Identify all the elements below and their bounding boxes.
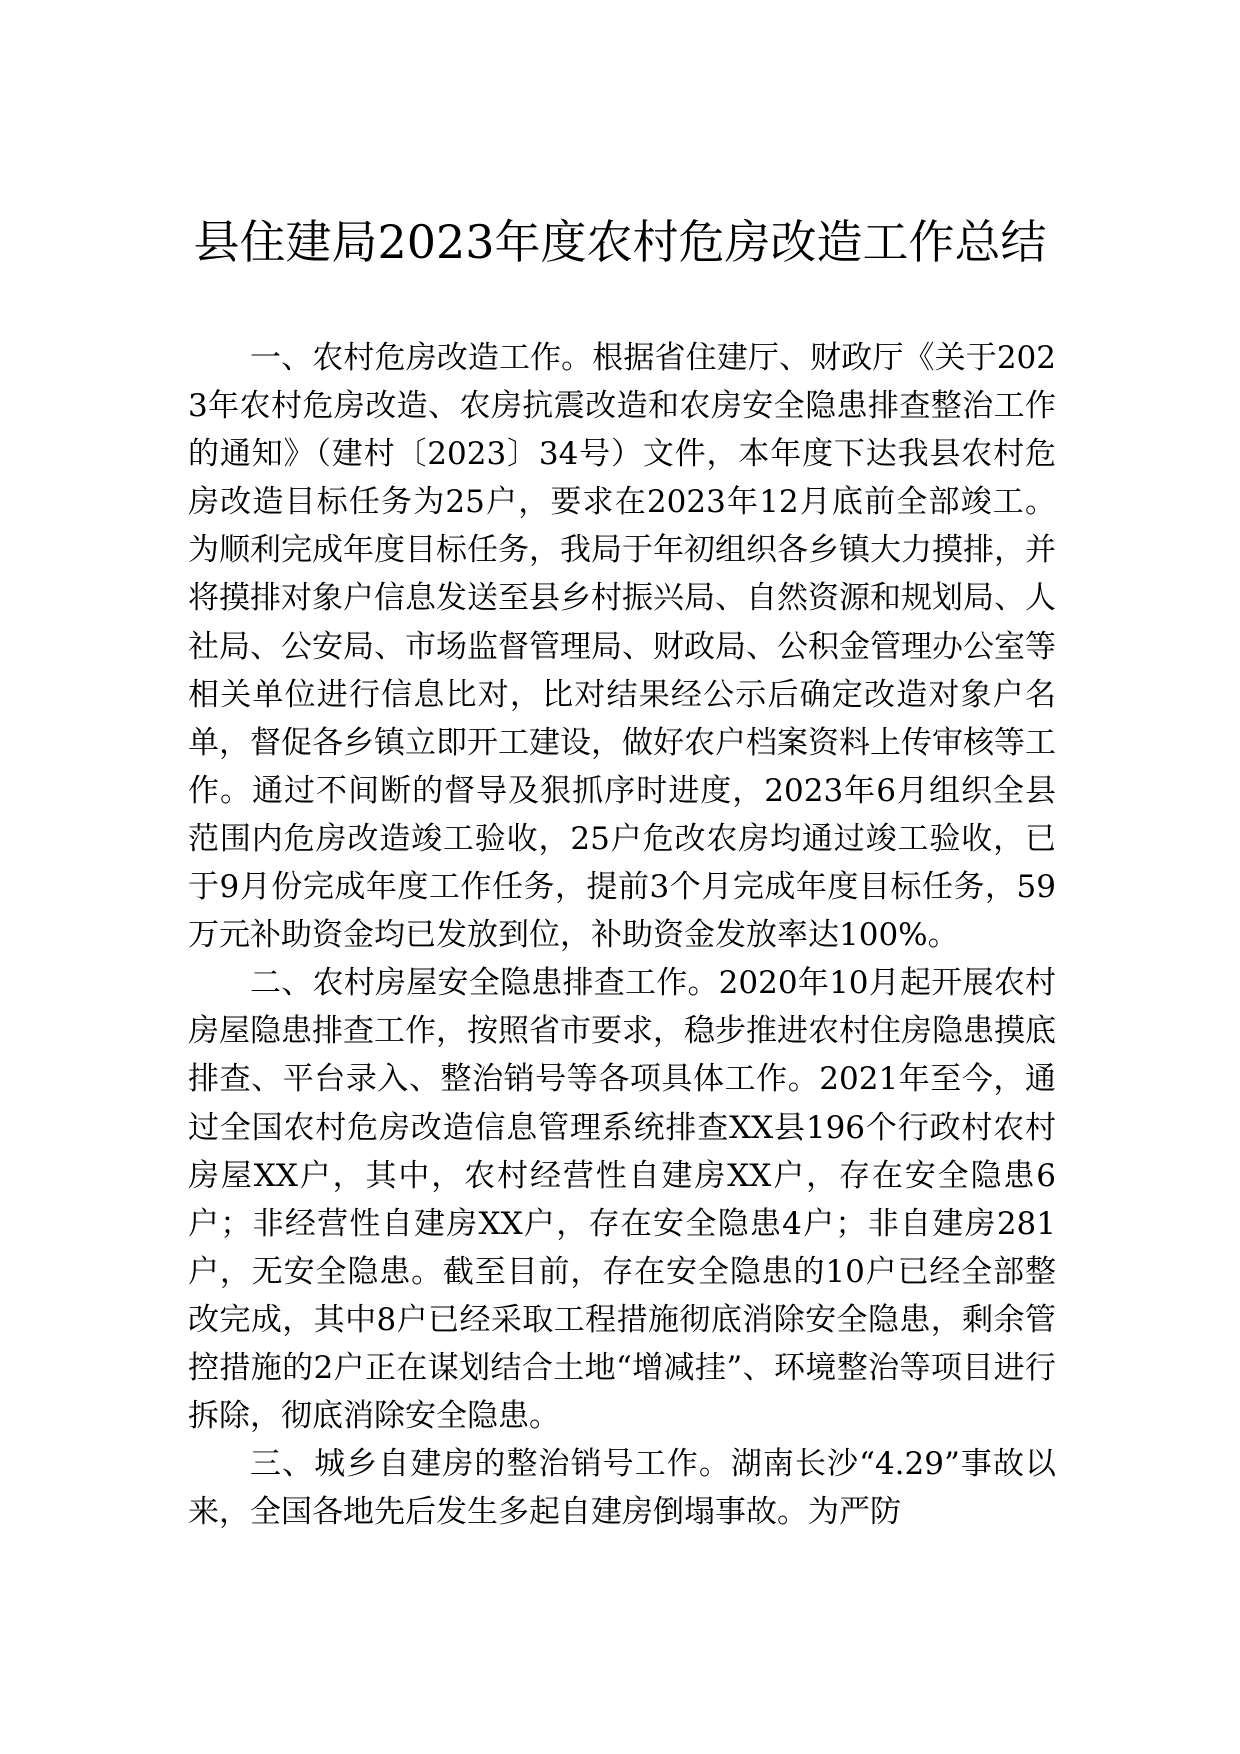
paragraph-rural-dilapidated-housing: 一、农村危房改造工作。根据省住建厅、财政厅《关于2023年农村危房改造、农房抗震改造和农房安全隐患排查整治工作的通知》（建村〔2023〕34号）文件，本年度下达我县农村危房改造目标任务为25户，要求在2023年12月底前全部竣工。为顺利完成年度目标任务，我局于年初组织各乡镇大力摸排，并将摸排对象户信息发送至县乡村振兴局、自然资源和规划局、人社局、公安局、市场监督管理局、财政局、公积金管理办公室等相关单位进行信息比对，比对结果经公示后确定改造对象户名单，督促各乡镇立即开工建设，做好农户档案资料上传审核等工作。通过不间断的督导及狠抓序时进度，2023年6月组织全县范围内危房改造竣工验收，25户危改农房均通过竣工验收，已于9月份完成年度工作任务，提前3个月完成年度目标任务，59万元补助资金均已发放到位，补助资金发放率达100%。 — [188, 340, 1056, 954]
document-body — [188, 334, 1056, 1536]
paragraph-self-built-housing-rectification: 三、城乡自建房的整治销号工作。湖南长沙“4.29”事故以来，全国各地先后发生多起自建房倒塌事故。为严防 — [188, 1446, 1056, 1531]
paragraph-rural-housing-safety-inspection: 二、农村房屋安全隐患排查工作。2020年10月起开展农村房屋隐患排查工作，按照省市要求，稳步推进农村住房隐患摸底排查、平台录入、整治销号等各项具体工作。2021年至今，通过全国农村危房改造信息管理系统排查XX县196个行政村农村房屋XX户，其中，农村经营性自建房XX户，存在安全隐患6户；非经营性自建房XX户，存在安全隐患4户；非自建房281户，无安全隐患。截至目前，存在安全隐患的10户已经全部整改完成，其中8户已经采取工程措施彻底消除安全隐患，剩余管控措施的2户正在谋划结合土地“增减挂”、环境整治等项目进行拆除，彻底消除安全隐患。 — [188, 965, 1056, 1435]
document-title: 县住建局2023年度农村危房改造工作总结 — [193, 215, 1047, 269]
